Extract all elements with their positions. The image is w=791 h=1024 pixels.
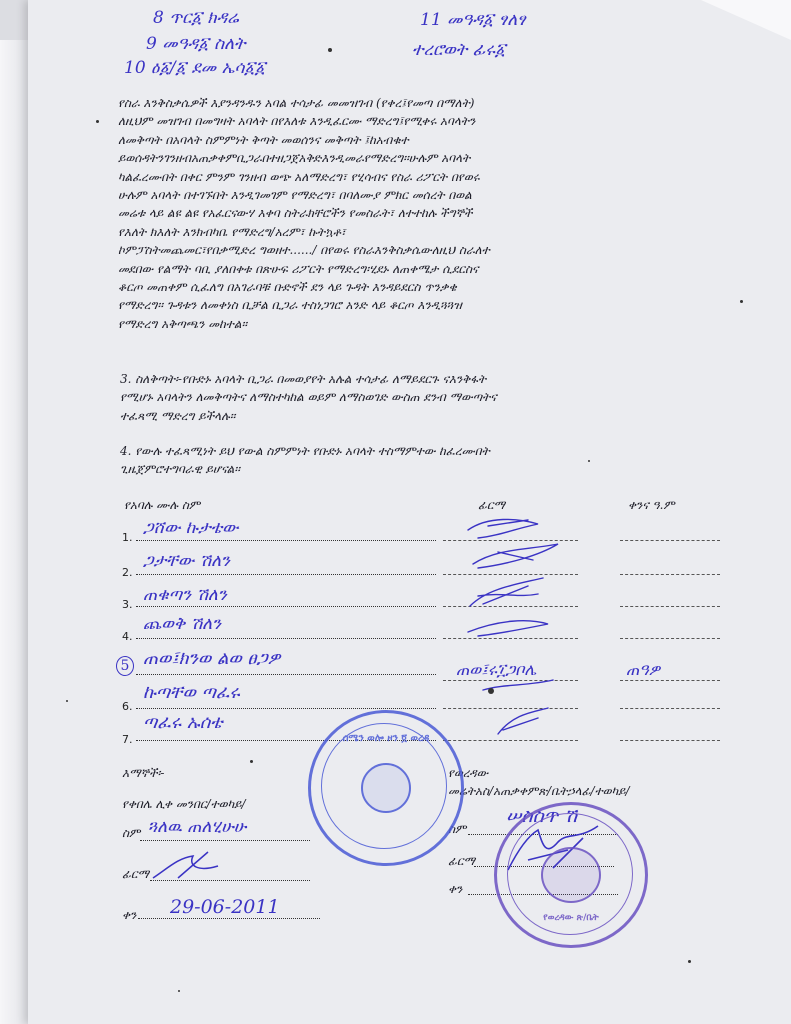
dotted-line (138, 918, 320, 919)
header-note-5: ተረሮወት ፊሩ፩ (412, 40, 506, 60)
dotted-line (140, 840, 310, 841)
scan-speck (740, 300, 743, 303)
dotted-line (136, 574, 436, 575)
stamp-emblem (361, 763, 411, 813)
signature-scribble-7 (498, 708, 548, 734)
member-signature-text: ጠወ፤ሩ፲ጋቦሌ (456, 660, 537, 679)
woreda-name-label: ስም (448, 822, 467, 836)
member-name: ጋታቸው ሽለን (143, 551, 230, 571)
dashed-line (620, 606, 720, 607)
column-header-name: የአባሉ ሙሉ ስም (124, 498, 201, 512)
witnesses-title: እማኞች፡- (122, 766, 165, 780)
woreda-signature-label: ፊርማ (448, 854, 476, 868)
signature-scribble-1 (468, 519, 538, 538)
signature-scribble-2 (473, 544, 558, 568)
header-note-1: 8 ጥር፩ ክዳሬ (153, 8, 239, 28)
dashed-line (620, 708, 720, 709)
member-name: ጣፈሩ ኡሰቴ (143, 712, 223, 733)
woreda-stamp-text: የወረዳው ጽ/ቤት (543, 913, 599, 923)
scan-speck (250, 760, 253, 763)
page-fold (701, 0, 791, 40)
underlying-page-edge (0, 40, 31, 1024)
dotted-line (136, 540, 436, 541)
dashed-line (620, 740, 720, 741)
stamp-emblem (541, 847, 601, 903)
dotted-line (136, 638, 436, 639)
witness-name-label: ስም (122, 826, 141, 840)
dashed-line (620, 680, 720, 681)
contract-paragraph-3: 3. ስለቅጣት፡-የቡድኑ አባላት ቢጋራ በመወያየት አሉል ተሳታፊ ለማይደርጉ ናእንቅፋት የሚሆኑ አባላትን ለመቅጣትና ለማስተካከል ወይም ለማስወገድ ውስጠ ደንብ ማውጣትና ተፈጻሚ ማድረግ ይችላሉ፡፡ (120, 372, 497, 423)
member-name: ጋሸው ኩታቴው (143, 518, 239, 538)
dotted-line (136, 708, 436, 709)
scan-speck (66, 700, 68, 702)
member-name: ጨወቅ ሽለን (143, 614, 222, 634)
header-note-3: 10 ዕ፩/፩ ደመ ኤሳ፩፩ (124, 58, 266, 78)
witness-signature-scribble (148, 848, 228, 884)
woreda-name-value: ሠስስጥ ሽ (506, 805, 578, 827)
member-name: ኩጣቸወ ጣፈሩ (143, 682, 240, 703)
dashed-line (620, 540, 720, 541)
member-signatures-scribbles (458, 508, 608, 748)
dashed-line (620, 574, 720, 575)
scan-speck (688, 960, 691, 963)
column-header-signature: ፊርማ (478, 498, 506, 512)
header-note-2: 9 መዓዳ፩ ስለት (146, 34, 246, 54)
dotted-line (136, 606, 436, 607)
member-name: ጠቁጣን ሽለን (143, 585, 227, 605)
woreda-officer-role: መሬትአስ/አጠቃቀምጽ/ቤትኃላፊ/ተወካይ/ (448, 784, 630, 798)
contract-paragraph-4: 4. የውሉ ተፈጻሚነት ይህ የውል ስምምነት የቡድኑ አባላት ተስማምተው ከፈረሙበት ጊዜጀምሮተግባራዊ ይሆናል፡፡ (120, 444, 490, 477)
scan-speck (588, 460, 590, 462)
woreda-stamp (494, 802, 648, 948)
witness-name-value: ጓለዉ ጠለሂሁሁ (148, 817, 247, 837)
witness-date-value: 29-06-2011 (170, 896, 280, 918)
scan-speck (96, 120, 99, 123)
witness-signature-label: ፊርማ (122, 867, 150, 881)
signature-scribble-4 (468, 621, 548, 636)
member-date-text: ጠዓዎ (626, 660, 661, 679)
woreda-date-label: ቀን (448, 882, 463, 896)
kebele-representative-label: የቀበሌ ሊቀ መንበር/ተወካይ/ (122, 797, 246, 811)
witness-date-label: ቀን (122, 908, 137, 922)
woreda-title: የወረዳው (448, 766, 489, 780)
scan-speck (178, 990, 180, 992)
dotted-line (136, 674, 436, 675)
member-name: ጠወ፤ክንወ ልወ ፀጋዎ (143, 648, 281, 669)
column-header-date: ቀንና ዓ.ም (628, 498, 675, 512)
signature-scribble-3 (470, 578, 543, 606)
document-page: 8 ጥር፩ ክዳሬ 9 መዓዳ፩ ስለት 10 ዕ፩/፩ ደመ ኤሳ፩፩ 11 መዓዳ፩ ፃለፃ ተረሮወት ፊሩ፩ የስራ እንቅስቃሴዎች እያንዳንዱን አባል ተሳታፊ መመዝገብ (የቀረ፤የመጣ በማለት) ለዚህም መዝገብ በመግዛት አባላት በየእለቱ እንዲፈርሙ ማድረግ፤የሚቀሩ አባላትን ለመቅጣት በአባላት ስምምነት ቅጣት መወሰንና መቅጣት ፤ከአብቁተ ይወሰዳትንገንዘብአጠቃቀምቢጋራበተዘጋጀአቅድእንዲመራየማድረግ፡፡ሁሉም አባላት ካልፈረሙበት በቀር ምንም ገንዘብ ወጭ አለማድረግ፣ የሂሳብና የስራ ሪፖርት በየወሩ ሁሉም አባላት በተገኙበት እንዲገመገም የማድረግ፣ በባለሙያ ምክር መሰረት በወል መሬቱ ላይ ልዩ ልዩ የአፈርናውሃ እቀባ ስትራክቸሮችን የመስራት፣ ለተተከሉ ችግኞች የእለት ክእለት እንክብካቤ የማድረግ/አረም፣ ኩትኳቶ፣ ኮምፓስትመጨመር፣የበቃሚድረ ግወዘተ....../ በየወሩ የስራእንቅስቃሴውለዚህ ስራለተ መደበው የልማት ባቢ ያለበቀቱ በጽሁፍ ሪፖርት የማድረግ፡ሂደኑ ለጠቀሜታ ሲደርስና ቆርጦ መጠቀም ሲፈለግ በአገራባቹ ቡድኖች ደን ላይ ጉዳት እንዳይደርስ ጥንቃቄ የማድረግ፡፡ ጉዳቱን ለመቀነስ ቢቻል ቢጋራ ተስነጋገሮ አንድ ላይ ቆርጦ እንዲጓጓዝ የማድረግ አቅጣጫን መከተል፡፡ 3. ስለቅጣት፡-የቡድኑ አባላት ቢጋራ በመወያየት አሉል ተሳታፊ ለማይደርጉ ናእንቅፋት የሚሆኑ አባላትን ለመቅጣትና ለማስተካከል ወይም ለማስወገድ ውስጠ ደንብ ማውጣትና ተፈጻሚ ማድረግ ይችላሉ፡፡ 4. የውሉ ተፈጻሚነት ይህ የውል ስምምነት የቡድኑ አባላት ተስማምተው ከፈረሙበት ጊዜጀምሮተግባራዊ ይሆናል፡፡ የአባሉ ሙሉ ስም ፊርማ ቀንና ዓ.ም 1. ጋሸው ኩታቴው 2. ጋታቸው ሽለን 3. ጠቁጣን ሽለን 4. ጨወቅ ሽለን 5 ጠወ፤ክንወ ልወ ፀጋዎ ጠወ፤ሩ፲ጋቦሌ ጠዓዎ 6. ኩጣቸወ ጣፈሩ 7. ጣፈሩ ኡሰቴ እማኞች፡- የቀበሌ ሊቀ መንበር/ተወካይ/ ስም ጓለዉ ጠለሂሁሁ ፊርማ ቀን 29-06-2011 የወረዳው መሬትአስ/አጠቃቀምጽ/ቤትኃላፊ/ተወካይ/ ስም ሠስስጥ ሽ ፊርማ ቀን ሰሜን ወሎ ዞን ፬ ወረዳ የወረዳው ጽ/ቤት (28, 0, 791, 1024)
dashed-line (620, 638, 720, 639)
member-number-circled: 5 (116, 656, 134, 676)
contract-paragraph-1: የስራ እንቅስቃሴዎች እያንዳንዱን አባል ተሳታፊ መመዝገብ (የቀረ፤የመጣ በማለት) ለዚህም መዝገብ በመግዛት አባላት በየእለቱ እንዲፈርሙ ማድረግ፤የሚቀሩ አባላትን ለመቅጣት በአባላት ስምምነት ቅጣት መወሰንና መቅጣት ፤ከአብቁተ ይወሰዳትንገንዘብአጠቃቀምቢጋራበተዘጋጀአቅድእንዲመራየማድረግ፡፡ሁሉም አባላት ካልፈረሙበት በቀር ምንም ገንዘብ ወጭ አለማድረግ፣ የሂሳብና የስራ ሪፖርት በየወሩ ሁሉም አባላት በተገኙበት እንዲገመገም የማድረግ፣ በባለሙያ ምክር መሰረት በወል መሬቱ ላይ ልዩ ልዩ የአፈርናውሃ እቀባ ስትራክቸሮችን የመስራት፣ ለተተከሉ ችግኞች የእለት ክእለት እንክብካቤ የማድረግ/አረም፣ ኩትኳቶ፣ ኮምፓስትመጨመር፣የበቃሚድረ ግወዘተ....../ በየወሩ የስራእንቅስቃሴውለዚህ ስራለተ መደበው የልማት ባቢ ያለበቀቱ በጽሁፍ ሪፖርት የማድረግ፡ሂደኑ ለጠቀሜታ ሲደርስና ቆርጦ መጠቀም ሲፈለግ በአገራባቹ ቡድኖች ደን ላይ ጉዳት እንዳይደርስ ጥንቃቄ የማድረግ፡፡ ጉዳቱን ለመቀነስ ቢቻል ቢጋራ ተስነጋገሮ አንድ ላይ ቆርጦ እንዲጓጓዝ የማድረግ አቅጣጫን መከተል፡፡ (118, 96, 490, 331)
kebele-stamp-text: ሰሜን ወሎ ዞን ፬ ወረዳ (342, 733, 430, 744)
scan-speck (328, 48, 332, 52)
scan-speck (488, 688, 494, 694)
header-note-4: 11 መዓዳ፩ ፃለፃ (420, 10, 526, 30)
